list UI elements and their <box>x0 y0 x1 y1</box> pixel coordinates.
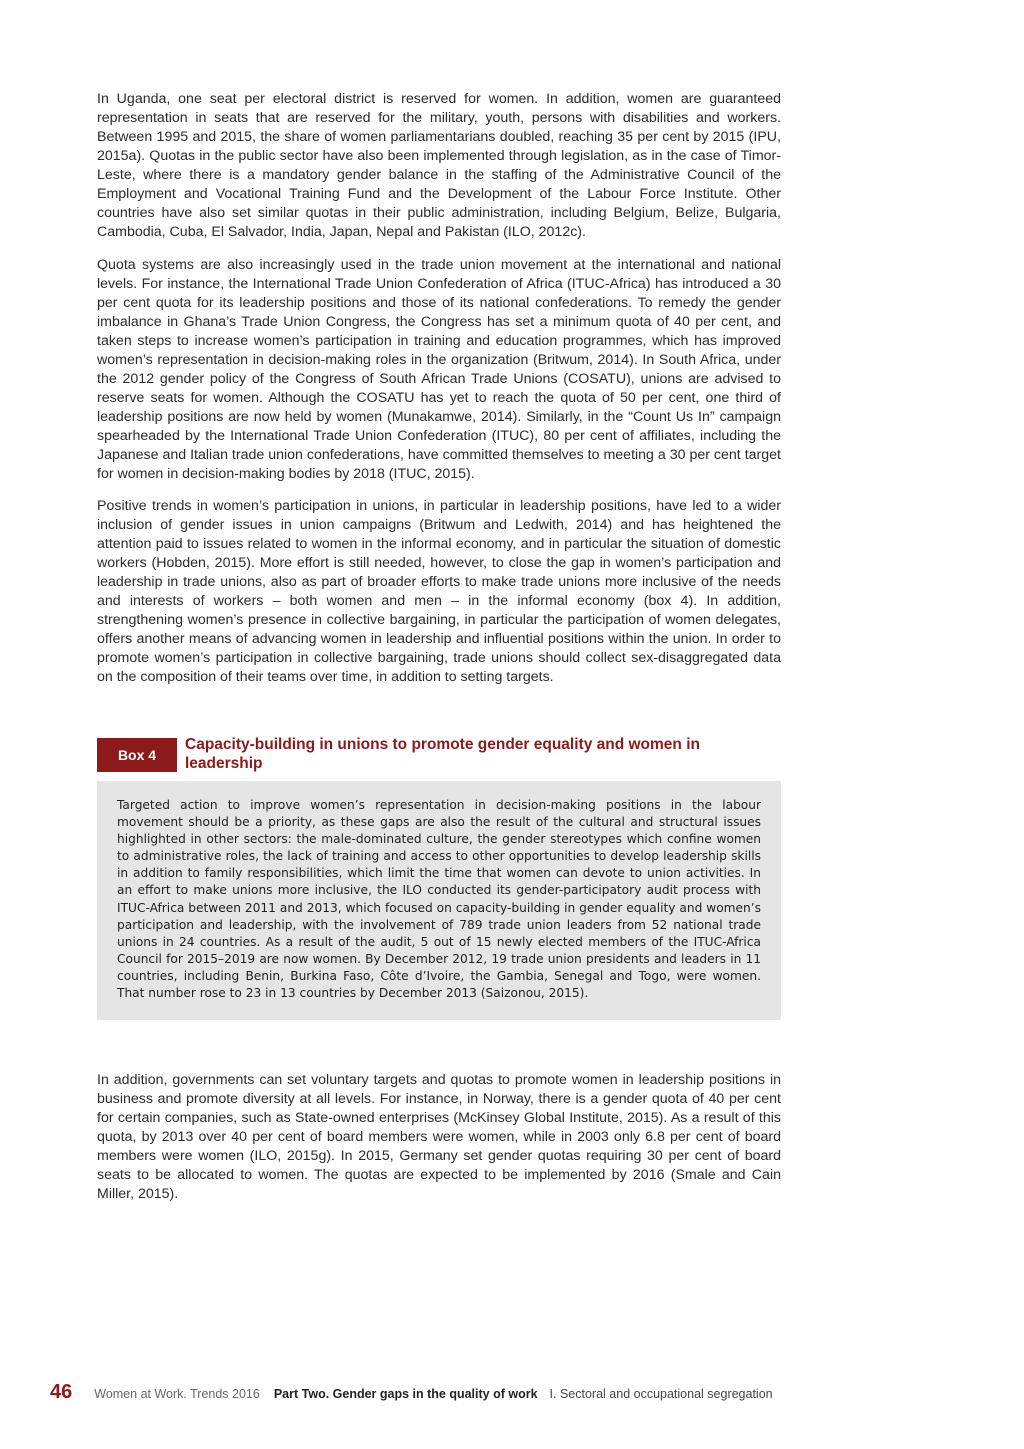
box-label: Box 4 <box>97 738 177 772</box>
part-title: Part Two. Gender gaps in the quality of work <box>273 1387 538 1401</box>
body-paragraph-3: Positive trends in women’s participation in unions, in particular in leadership positions, have led to a wider inclusion of gender issues in union campaigns (Britwum and Ledwith, 2014) and has heightened the attention paid to issues related to women in the informal economy, and in particular the situation of domestic workers (Hobden, 2015). More effort is still needed, however, to close the gap in women’s participation and leadership in trade unions, also as part of broader efforts to make trade unions more inclusive of the needs and interests of workers – both women and men – in the informal economy (box 4). In addition, strengthening women’s presence in collective bargaining, in particular the participation of women delegates, offers another means of advancing women in leadership and influential positions within the union. In order to promote women’s participation in collective bargaining, trade unions should collect sex-disaggregated data on the composition of their teams over time, in addition to setting targets. <box>97 498 781 685</box>
body-paragraph-2: Quota systems are also increasingly used in the trade union movement at the international and national levels. For instance, the International Trade Union Confederation of Africa (ITUC-Africa) has introduced a 30 per cent quota for its leadership positions and those of its national confederations. To remedy the gender imbalance in Ghana’s Trade Union Congress, the Congress has set a minimum quota of 40 per cent, and taken steps to increase women’s participation in training and education programmes, which has improved women’s representation in decision-making roles in the organization (Britwum, 2014). In South Africa, under the 2012 gender policy of the Congress of South African Trade Unions (COSATU), unions are advised to reserve seats for women. Although the COSATU has yet to reach the quota of 50 per cent, one third of leadership positions are now held by women (Munakamwe, 2014). Similarly, in the “Count Us In” campaign spearheaded by the International Trade Union Confederation (ITUC), 80 per cent of affiliates, including the Japanese and Italian trade union confederations, have committed themselves to meeting a 30 per cent target for women in decision-making bodies by 2018 (ITUC, 2015). <box>97 257 781 482</box>
page-number: 46 <box>50 1381 73 1403</box>
body-paragraph-4: In addition, governments can set voluntary targets and quotas to promote women in leadership positions in business and promote diversity at all levels. For instance, in Norway, there is a gender quota of 40 per cent for certain companies, such as State-owned enterprises (McKinsey Global Institute, 2015). As a result of this quota, by 2013 over 40 per cent of board members were women, while in 2003 only 6.8 per cent of board members were women (ILO, 2015g). In 2015, Germany set gender quotas requiring 30 per cent of board seats to be allocated to women. The quotas are expected to be implemented by 2016 (Smale and Cain Miller, 2015). <box>97 1072 781 1202</box>
box-title: Capacity-building in unions to promote gender equality and women in leadership <box>185 736 700 772</box>
box-text: Targeted action to improve women’s representation in decision-making positions in the labour movement should be a priority, as these gaps are also the result of the cultural and structural issues highlighted in other sectors: the male-dominated culture, the gender stereotypes which confine women to administrative roles, the lack of training and access to other opportunities to develop leadership skills in addition to family responsibilities, which limit the time that women can devote to union activities. In an effort to make unions more inclusive, the ILO conducted its gender-participatory audit process with ITUC-Africa between 2011 and 2013, which focused on capacity-building in gender equality and women’s participation and leadership, with the involvement of 789 trade union leaders from 52 national trade unions in 24 countries. As a result of the audit, 5 out of 15 newly elected members of the ITUC-Africa Council for 2015–2019 are now women. By December 2012, 19 trade union presidents and leaders in 11 countries, including Benin, Burkina Faso, Côte d’Ivoire, the Gambia, Senegal and Togo, were women. That number rose to 23 in 13 countries by December 2013 (Saizonou, 2015). <box>117 798 761 1001</box>
box-body <box>97 781 781 1020</box>
page-footer <box>50 1381 810 1409</box>
body-paragraph-1: In Uganda, one seat per electoral district is reserved for women. In addition, women are guaranteed representation in seats that are reserved for the military, youth, persons with disabilities and workers. Between 1995 and 2015, the share of women parliamentarians doubled, reaching 35 per cent by 2015 (IPU, 2015a). Quotas in the public sector have also been implemented through legislation, as in the case of Timor-Leste, where there is a mandatory gender balance in the staffing of the Administrative Council of the Employment and Vocational Training Fund and the Development of the Labour Force Institute. Other countries have also set similar quotas in their public administration, including Belgium, Belize, Bulgaria, Cambodia, Cuba, El Salvador, India, Japan, Nepal and Pakistan (ILO, 2012c). <box>97 91 781 240</box>
document-title: Women at Work. Trends 2016 <box>94 1387 260 1401</box>
section-title: I. Sectoral and occupational segregation <box>549 1387 773 1401</box>
